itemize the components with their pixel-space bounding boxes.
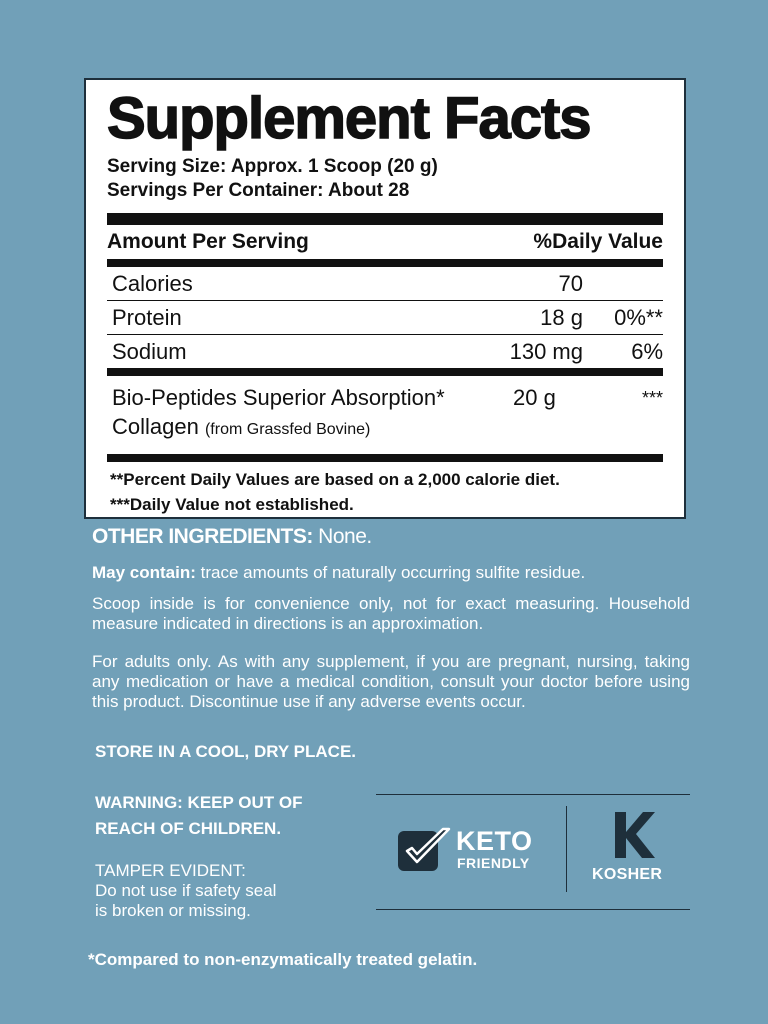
tamper-line: TAMPER EVIDENT: <box>95 861 246 880</box>
divider-medium <box>107 259 663 267</box>
badges-divider-top <box>376 794 690 795</box>
peptide-dv: *** <box>641 388 663 408</box>
nutrient-row-calories <box>107 267 663 300</box>
peptide-sub-note: (from Grassfed Bovine) <box>204 421 371 438</box>
warning <box>95 790 302 842</box>
serving-size: Serving Size: Approx. 1 Scoop (20 g) <box>107 156 438 177</box>
keto-label: KETO <box>456 826 533 856</box>
storage-instructions: STORE IN A COOL, DRY PLACE. <box>95 742 357 761</box>
nutrient-name: Protein <box>112 304 182 330</box>
nutrient-amount: 18 g <box>540 304 583 330</box>
dv-header: %Daily Value <box>533 230 663 253</box>
tamper-line: Do not use if safety seal <box>95 881 277 900</box>
tamper-line: is broken or missing. <box>95 901 251 920</box>
may-contain <box>92 563 690 583</box>
badges-divider-bottom <box>376 909 690 910</box>
other-ingredients-label: OTHER INGREDIENTS: <box>92 525 313 548</box>
divider-thick <box>107 213 663 225</box>
keto-friendly-label: FRIENDLY <box>457 855 530 871</box>
peptide-row <box>107 376 663 454</box>
peptide-name: Bio-Peptides Superior Absorption* <box>112 385 445 410</box>
nutrient-row-protein <box>107 301 663 334</box>
other-ingredients-value: None. <box>312 525 372 548</box>
checkmark-box-icon <box>397 827 453 873</box>
warning-line: WARNING: KEEP OUT OF <box>95 793 303 812</box>
amount-header-row <box>107 225 663 259</box>
supplement-facts-panel <box>84 78 686 519</box>
nutrient-amount: 70 <box>558 270 583 296</box>
peptide-sub-name: Collagen <box>112 414 199 439</box>
gelatin-footnote: *Compared to non-enzymatically treated gelatin. <box>88 950 478 969</box>
footnote-not-established: ***Daily Value not established. <box>110 495 354 514</box>
divider-medium <box>107 368 663 376</box>
amount-header: Amount Per Serving <box>107 230 309 253</box>
warning-line: REACH OF CHILDREN. <box>95 819 282 838</box>
servings-per-container: Servings Per Container: About 28 <box>107 180 410 201</box>
badges-divider-vertical <box>566 806 567 892</box>
divider-medium <box>107 454 663 462</box>
footnote-daily-values: **Percent Daily Values are based on a 2,000 calorie diet. <box>110 470 560 489</box>
other-ingredients <box>92 525 372 549</box>
nutrient-row-sodium <box>107 335 663 368</box>
tamper-evident <box>95 861 276 921</box>
peptide-amount: 20 g <box>513 385 556 410</box>
nutrient-dv: 0%** <box>614 304 663 330</box>
nutrient-name: Sodium <box>112 338 187 364</box>
nutrient-dv: 6% <box>631 338 663 364</box>
may-contain-value: trace amounts of naturally occurring sulfite residue. <box>195 563 586 582</box>
facts-title: Supplement Facts <box>107 86 591 151</box>
kosher-label: KOSHER <box>592 866 663 883</box>
scoop-note: Scoop inside is for convenience only, not for exact measuring. Household measure indicated in directions is an approximation. <box>92 594 690 633</box>
adults-note: For adults only. As with any supplement, if you are pregnant, nursing, taking any medication or have a medical condition, consult your doctor before using this product. Discontinue use if any adverse events occur. <box>92 652 690 711</box>
k-letter-icon <box>613 812 655 858</box>
nutrient-name: Calories <box>112 270 193 296</box>
nutrient-amount: 130 mg <box>509 338 583 364</box>
may-contain-label: May contain: <box>92 563 196 582</box>
